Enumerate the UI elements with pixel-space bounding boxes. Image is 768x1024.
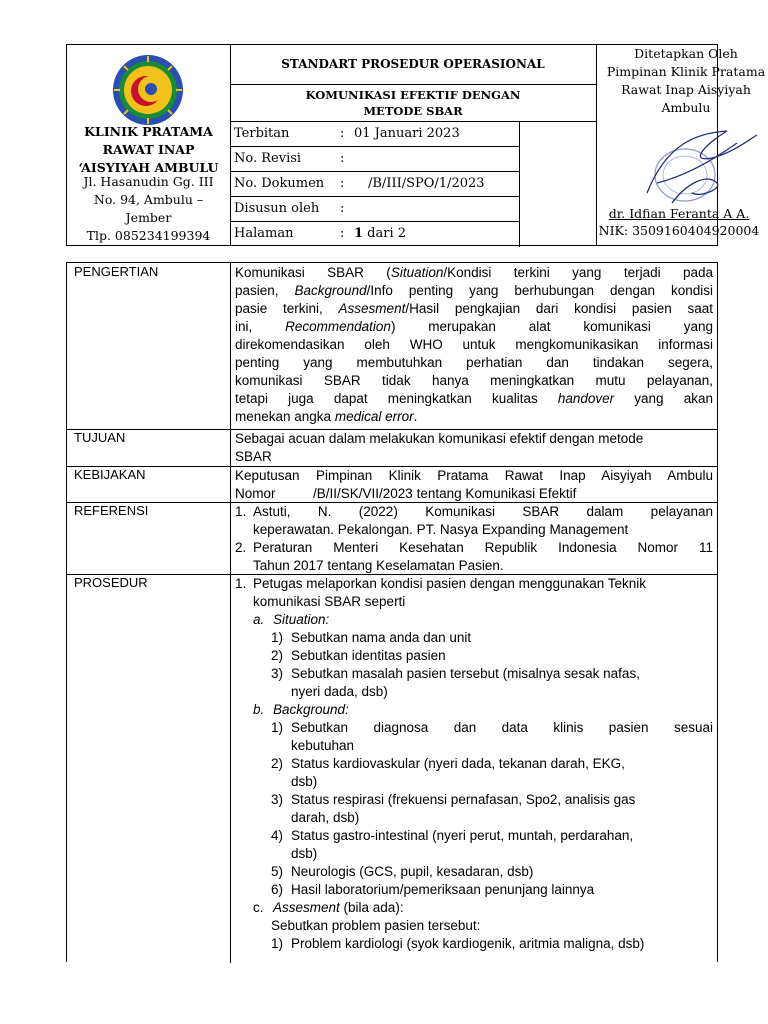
text-line: komunikasi SBAR seperti bbox=[253, 594, 406, 609]
meta-colon: : bbox=[340, 201, 345, 216]
section-content bbox=[231, 466, 717, 503]
text-line: Nomor /B/II/SK/VII/2023 tentang Komunikasi Efektif bbox=[235, 486, 577, 501]
clinic-name-line: RAWAT INAP bbox=[102, 142, 195, 157]
text-run: menekan angka bbox=[235, 409, 335, 424]
text-line: penting yang membutuhkan perhatian dan tindakan segera, bbox=[235, 355, 713, 370]
sop-title: STANDART PROSEDUR OPERASIONAL bbox=[230, 45, 596, 85]
sop-content-table bbox=[66, 262, 718, 962]
list-number: 1) bbox=[271, 630, 284, 645]
document-title bbox=[230, 84, 596, 122]
meta-row-terbitan bbox=[230, 122, 520, 147]
list-item bbox=[235, 881, 713, 899]
address-line: No. 94, Ambulu – bbox=[93, 192, 204, 207]
text-line: darah, dsb) bbox=[291, 810, 360, 825]
meta-label: Terbitan bbox=[234, 126, 290, 141]
italic-term: Assesment bbox=[273, 900, 340, 915]
text-line bbox=[235, 264, 713, 282]
meta-value: 01 Januari 2023 bbox=[354, 126, 460, 141]
list-item bbox=[235, 503, 713, 521]
text-run: tetapi juga dapat meningkatkan kualitas bbox=[235, 391, 558, 406]
approval-line: Ambulu bbox=[661, 100, 711, 115]
text-line: keperawatan. Pekalongan. PT. Nasya Expanding Management bbox=[253, 522, 629, 537]
text-run: yang akan bbox=[614, 391, 713, 406]
text-line: dsb) bbox=[291, 774, 318, 789]
text-run: Status respirasi (frekuensi pernafasan, Spo2, analisis gas bbox=[291, 792, 636, 807]
document-info-cell bbox=[230, 45, 597, 245]
meta-value bbox=[354, 222, 406, 246]
text-line bbox=[235, 300, 713, 318]
list-item bbox=[235, 791, 713, 809]
approval-line: Rawat Inap Aisyiyah bbox=[621, 82, 751, 97]
meta-colon: : bbox=[340, 176, 345, 191]
meta-label: No. Revisi bbox=[234, 151, 302, 166]
signature-stamp-icon bbox=[617, 123, 767, 213]
list-letter: a. bbox=[253, 612, 265, 627]
italic-term: handover bbox=[557, 391, 615, 406]
text-line bbox=[235, 318, 713, 336]
text-run: . bbox=[413, 409, 418, 424]
approval-line: Pimpinan Klinik Pratama bbox=[606, 64, 766, 79]
list-number: 4) bbox=[271, 828, 284, 843]
list-letter: c. bbox=[253, 900, 264, 915]
document-title-line: METODE SBAR bbox=[363, 104, 463, 118]
text-run: Problem kardiologi (syok kardiogenik, aritmia maligna, dsb) bbox=[291, 936, 645, 951]
meta-value: /B/III/SPO/1/2023 bbox=[368, 176, 485, 191]
text-run: ) merupakan alat komunikasi yang bbox=[390, 319, 713, 334]
sub-heading bbox=[235, 611, 713, 629]
clinic-name-line: ‘AISYIYAH AMBULU bbox=[78, 160, 219, 175]
italic-term: Situation: bbox=[273, 612, 330, 627]
meta-row-revisi bbox=[230, 147, 520, 172]
section-content bbox=[231, 263, 717, 426]
approval-line: Ditetapkan Oleh bbox=[634, 46, 738, 61]
list-item bbox=[235, 647, 713, 665]
list-item bbox=[235, 575, 713, 593]
list-number: 3) bbox=[271, 666, 284, 681]
meta-label: Halaman bbox=[234, 226, 294, 241]
meta-row-halaman bbox=[230, 222, 520, 247]
italic-term: Situation bbox=[390, 265, 444, 280]
italic-term: Assesment bbox=[338, 301, 406, 316]
clinic-address bbox=[67, 173, 230, 245]
text-line: Sebagai acuan dalam melakukan komunikasi efektif dengan metode bbox=[235, 431, 644, 446]
approval-cell bbox=[597, 45, 766, 245]
list-number: 1. bbox=[235, 576, 247, 591]
text-line: komunikasi SBAR tidak hanya meningkatkan mutu pelayanan, bbox=[235, 373, 713, 388]
text-run: Hasil laboratorium/pemeriksaan penunjang lainnya bbox=[291, 882, 595, 897]
text-line bbox=[235, 390, 713, 408]
approval-text bbox=[593, 45, 768, 117]
list-number: 2) bbox=[271, 648, 284, 663]
list-number: 1. bbox=[235, 504, 247, 519]
section-referensi bbox=[67, 502, 717, 575]
section-content bbox=[231, 429, 717, 466]
list-item bbox=[235, 755, 713, 773]
sub-heading bbox=[235, 899, 713, 917]
list-letter: b. bbox=[253, 702, 265, 717]
text-run: Status kardiovaskular (nyeri dada, tekanan darah, EKG, bbox=[291, 756, 625, 771]
list-number: 5) bbox=[271, 864, 284, 879]
text-run: ini, bbox=[235, 319, 286, 334]
section-pengertian bbox=[67, 263, 717, 430]
page-total: dari 2 bbox=[363, 226, 407, 241]
text-run: /Kondisi terkini yang terjadi pada bbox=[443, 265, 713, 280]
text-line: dsb) bbox=[291, 846, 318, 861]
text-run: Peraturan Menteri Kesehatan Republik Indonesia Nomor 11 bbox=[253, 540, 713, 555]
meta-colon: : bbox=[340, 126, 345, 141]
text-run: Komunikasi SBAR ( bbox=[235, 265, 391, 280]
list-number: 3) bbox=[271, 792, 284, 807]
list-item bbox=[235, 935, 713, 953]
text-run: Astuti, N. (2022) Komunikasi SBAR dalam pelayanan bbox=[253, 504, 713, 519]
italic-term: medical error bbox=[334, 409, 414, 424]
clinic-name bbox=[67, 123, 230, 177]
list-number: 1) bbox=[271, 936, 284, 951]
list-number: 2. bbox=[235, 540, 247, 555]
list-number: 6) bbox=[271, 882, 284, 897]
meta-colon: : bbox=[340, 151, 345, 166]
text-line: Keputusan Pimpinan Klinik Pratama Rawat Inap Aisyiyah Ambulu bbox=[235, 468, 713, 483]
meta-colon: : bbox=[340, 226, 345, 241]
text-run: Sebutkan nama anda dan unit bbox=[291, 630, 472, 645]
list-item bbox=[235, 719, 713, 737]
text-line: kebutuhan bbox=[291, 738, 355, 753]
document-title-line: KOMUNIKASI EFEKTIF DENGAN bbox=[305, 88, 521, 102]
section-kebijakan bbox=[67, 466, 717, 503]
sop-header-table bbox=[66, 44, 766, 246]
clinic-identity-cell bbox=[67, 45, 231, 245]
text-line: Sebutkan problem pasien tersebut: bbox=[271, 918, 481, 933]
text-line: direkomendasikan oleh WHO untuk mengkomunikasikan informasi bbox=[235, 337, 713, 352]
meta-label: No. Dokumen bbox=[234, 176, 325, 191]
list-item bbox=[235, 665, 713, 683]
text-line bbox=[235, 408, 713, 426]
section-label: REFERENSI bbox=[67, 502, 231, 574]
clinic-logo-icon bbox=[111, 53, 185, 127]
text-run: Sebutkan diagnosa dan data klinis pasien sesuai bbox=[291, 720, 713, 735]
text-run: /Info penting yang berhubungan dengan kondisi bbox=[366, 283, 713, 298]
list-item bbox=[235, 827, 713, 845]
address-line: Jember bbox=[125, 210, 172, 225]
signer-nik: NIK: 3509160404920004 bbox=[598, 223, 760, 238]
sub-heading bbox=[235, 701, 713, 719]
section-tujuan bbox=[67, 429, 717, 467]
list-item bbox=[235, 539, 713, 557]
text-run: pasie terkini, bbox=[235, 301, 339, 316]
phone-line: Tlp. 085234199394 bbox=[86, 228, 211, 243]
section-prosedur bbox=[67, 574, 717, 963]
italic-term: Background: bbox=[273, 702, 349, 717]
section-label: KEBIJAKAN bbox=[67, 466, 231, 502]
list-item bbox=[235, 863, 713, 881]
italic-term: Recommendation bbox=[285, 319, 391, 334]
list-item bbox=[235, 629, 713, 647]
text-line bbox=[235, 282, 713, 300]
section-content bbox=[231, 574, 717, 953]
meta-row-disusun bbox=[230, 197, 520, 222]
address-line: Jl. Hasanudin Gg. III bbox=[83, 174, 214, 189]
text-run: Status gastro-intestinal (nyeri perut, muntah, perdarahan, bbox=[291, 828, 634, 843]
section-label: TUJUAN bbox=[67, 429, 231, 466]
text-run: Sebutkan masalah pasien tersebut (misalnya sesak nafas, bbox=[291, 666, 640, 681]
meta-label: Disusun oleh bbox=[234, 201, 320, 216]
text-run: (bila ada): bbox=[339, 900, 404, 915]
page-number: 1 bbox=[354, 226, 364, 241]
clinic-name-line: KLINIK PRATAMA bbox=[84, 124, 213, 139]
text-line: nyeri dada, dsb) bbox=[291, 684, 388, 699]
signer-name: dr. Idfian Feranta A A. bbox=[608, 206, 750, 221]
list-number: 1) bbox=[271, 720, 284, 735]
text-run: Petugas melaporkan kondisi pasien dengan menggunakan Teknik bbox=[253, 576, 647, 591]
text-line: SBAR bbox=[235, 449, 272, 464]
section-label: PROSEDUR bbox=[67, 574, 231, 963]
section-label: PENGERTIAN bbox=[67, 263, 231, 429]
text-run: Sebutkan identitas pasien bbox=[291, 648, 446, 663]
text-run: Neurologis (GCS, pupil, kesadaran, dsb) bbox=[291, 864, 534, 879]
text-run: pasien, bbox=[235, 283, 295, 298]
italic-term: Background bbox=[294, 283, 367, 298]
text-line: Tahun 2017 tentang Keselamatan Pasien. bbox=[253, 558, 504, 573]
meta-row-dokumen bbox=[230, 172, 520, 197]
section-content bbox=[231, 502, 717, 575]
list-number: 2) bbox=[271, 756, 284, 771]
text-run: /Hasil pengkajian dari kondisi pasien saat bbox=[405, 301, 713, 316]
